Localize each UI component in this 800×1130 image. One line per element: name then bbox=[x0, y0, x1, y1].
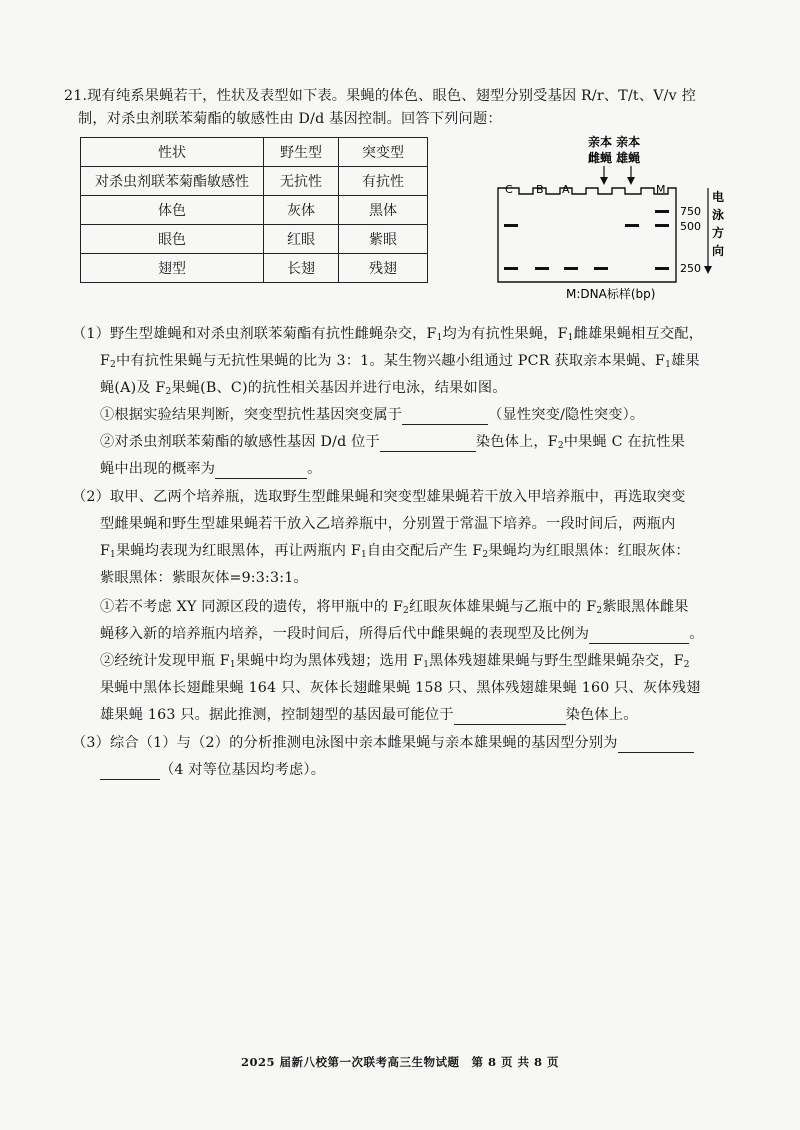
table-row bbox=[81, 225, 428, 254]
table-header-cell: 性状 bbox=[81, 138, 264, 167]
marker-500: 500 bbox=[680, 220, 701, 233]
marker-250: 250 bbox=[680, 262, 701, 275]
gel-sex-label: 雌蝇 雄蝇 bbox=[588, 151, 641, 165]
part3-line-2: （4 对等位基因均考虑）。 bbox=[100, 760, 325, 780]
table-row bbox=[81, 254, 428, 283]
part2-q1-line-1: ①若不考虑 XY 同源区段的遗传，将甲瓶中的 $F_2$红眼灰体雄果蝇与乙瓶中的 $F_2$紫眼黑体雌果 bbox=[100, 599, 689, 616]
direction-char: 泳 bbox=[712, 208, 725, 222]
part1-q2-line-2: 蝇中出现的概率为 。 bbox=[100, 461, 322, 477]
part2-line-3: $F_1$果蝇均表现为红眼黑体，再让两瓶内 $F_1$自由交配后产生 $F_2$果蝇均为红眼黑体：红眼灰体： bbox=[100, 543, 690, 560]
gel-band bbox=[504, 267, 518, 270]
gel-band bbox=[655, 267, 669, 270]
gel-band bbox=[564, 267, 578, 270]
direction-char: 向 bbox=[712, 244, 725, 258]
direction-char: 方 bbox=[712, 226, 725, 240]
table-cell: 紫眼 bbox=[339, 225, 428, 254]
answer-blank[interactable] bbox=[402, 408, 488, 425]
answer-blank[interactable] bbox=[100, 763, 160, 780]
part1-line-3: 蝇(A)及 $F_2$果蝇(B、C)的抗性相关基因并进行电泳，结果如图。 bbox=[100, 380, 507, 397]
table-row bbox=[81, 167, 428, 196]
well-arrow-head-icon bbox=[627, 177, 635, 185]
answer-blank[interactable] bbox=[618, 736, 694, 753]
part1-q1: ①根据实验结果判断，突变型抗性基因突变属于 （显性突变/隐性突变）。 bbox=[100, 407, 645, 423]
part2-q2-line-3: 雄果蝇 163 只。据此推测，控制翅型的基因最可能位于 染色体上。 bbox=[100, 707, 638, 723]
gel-band bbox=[655, 224, 669, 227]
part1-q2-line-1: ②对杀虫剂联苯菊酯的敏感性基因 D/d 位于 染色体上，$F_2$中果蝇 C 在抗性果 bbox=[100, 434, 685, 451]
table-cell: 残翅 bbox=[339, 254, 428, 283]
answer-blank[interactable] bbox=[589, 627, 689, 644]
question-intro-line-1: 21.现有纯系果蝇若干，性状及表型如下表。果蝇的体色、眼色、翅型分别受基因 R/r、T/t、V/v 控 bbox=[64, 88, 696, 104]
table-cell: 体色 bbox=[81, 196, 264, 225]
table-header-cell: 野生型 bbox=[264, 138, 339, 167]
lane-label-m: M bbox=[656, 183, 666, 196]
lane-label-c: C bbox=[505, 183, 513, 196]
part2-q2-line-1: ②经统计发现甲瓶 $F_1$果蝇中均为黑体残翅；选用 $F_1$黑体残翅雄果蝇与野生型雌果蝇杂交，$F_2$ bbox=[100, 653, 690, 670]
part2-q1-line-2: 蝇移入新的培养瓶内培养，一段时间后，所得后代中雌果蝇的表现型及比例为 。 bbox=[100, 626, 704, 642]
answer-blank[interactable] bbox=[215, 462, 307, 479]
table-cell: 有抗性 bbox=[339, 167, 428, 196]
table-cell: 长翅 bbox=[264, 254, 339, 283]
marker-750: 750 bbox=[680, 205, 701, 218]
part2-line-2: 型雌果蝇和野生型雄果蝇若干放入乙培养瓶中，分别置于常温下培养。一段时间后，两瓶内 bbox=[100, 516, 676, 532]
well-arrow-head-icon bbox=[600, 177, 608, 185]
direction-arrow-head-icon bbox=[704, 266, 712, 274]
direction-char: 电 bbox=[712, 190, 725, 204]
table-cell: 灰体 bbox=[264, 196, 339, 225]
page-footer: 2025 届新八校第一次联考高三生物试题 第 8 页 共 8 页 bbox=[240, 1055, 560, 1069]
lane-label-b: B bbox=[536, 183, 544, 196]
part2-q2-line-2: 果蝇中黑体长翅雌果蝇 164 只、灰体长翅雌果蝇 158 只、黑体残翅雄果蝇 160 只、灰体残翅 bbox=[100, 680, 701, 696]
part2-line-1: （2）取甲、乙两个培养瓶，选取野生型雌果蝇和突变型雄果蝇若干放入甲培养瓶中，再选取突变 bbox=[72, 489, 686, 505]
lane-label-a: A bbox=[562, 183, 570, 196]
table-cell: 对杀虫剂联苯菊酯敏感性 bbox=[81, 167, 264, 196]
table-cell: 无抗性 bbox=[264, 167, 339, 196]
gel-band bbox=[504, 224, 518, 227]
table-header-row bbox=[81, 138, 428, 167]
answer-blank[interactable] bbox=[380, 435, 476, 452]
gel-parent-label: 亲本 亲本 bbox=[588, 135, 641, 149]
gel-caption: M:DNA标样(bp) bbox=[566, 287, 656, 301]
table-header-cell: 突变型 bbox=[339, 138, 428, 167]
gel-band bbox=[594, 267, 608, 270]
part2-line-4: 紫眼黑体：紫眼灰体=9:3:3:1。 bbox=[100, 570, 308, 586]
part1-line-1: （1）野生型雄蝇和对杀虫剂联苯菊酯有抗性雌蝇杂交，$F_1$均为有抗性果蝇，$F_1$雌雄果蝇相互交配， bbox=[72, 326, 704, 343]
part1-line-2: $F_2$中有抗性果蝇与无抗性果蝇的比为 3：1。某生物兴趣小组通过 PCR 获取亲本果蝇、$F_1$雄果 bbox=[100, 353, 700, 370]
table-cell: 翅型 bbox=[81, 254, 264, 283]
answer-blank[interactable] bbox=[454, 708, 566, 725]
gel-band bbox=[625, 224, 639, 227]
trait-table bbox=[80, 137, 428, 283]
gel-frame bbox=[498, 188, 676, 282]
question-intro-line-2: 制，对杀虫剂联苯菊酯的敏感性由 D/d 基因控制。回答下列问题： bbox=[78, 111, 502, 127]
gel-band bbox=[535, 267, 549, 270]
electrophoresis-gel bbox=[480, 132, 742, 304]
table-row bbox=[81, 196, 428, 225]
table-cell: 红眼 bbox=[264, 225, 339, 254]
gel-band bbox=[655, 210, 669, 213]
table-cell: 眼色 bbox=[81, 225, 264, 254]
table-cell: 黑体 bbox=[339, 196, 428, 225]
part3-line-1: （3）综合（1）与（2）的分析推测电泳图中亲本雌果蝇与亲本雄果蝇的基因型分别为 bbox=[72, 733, 694, 753]
